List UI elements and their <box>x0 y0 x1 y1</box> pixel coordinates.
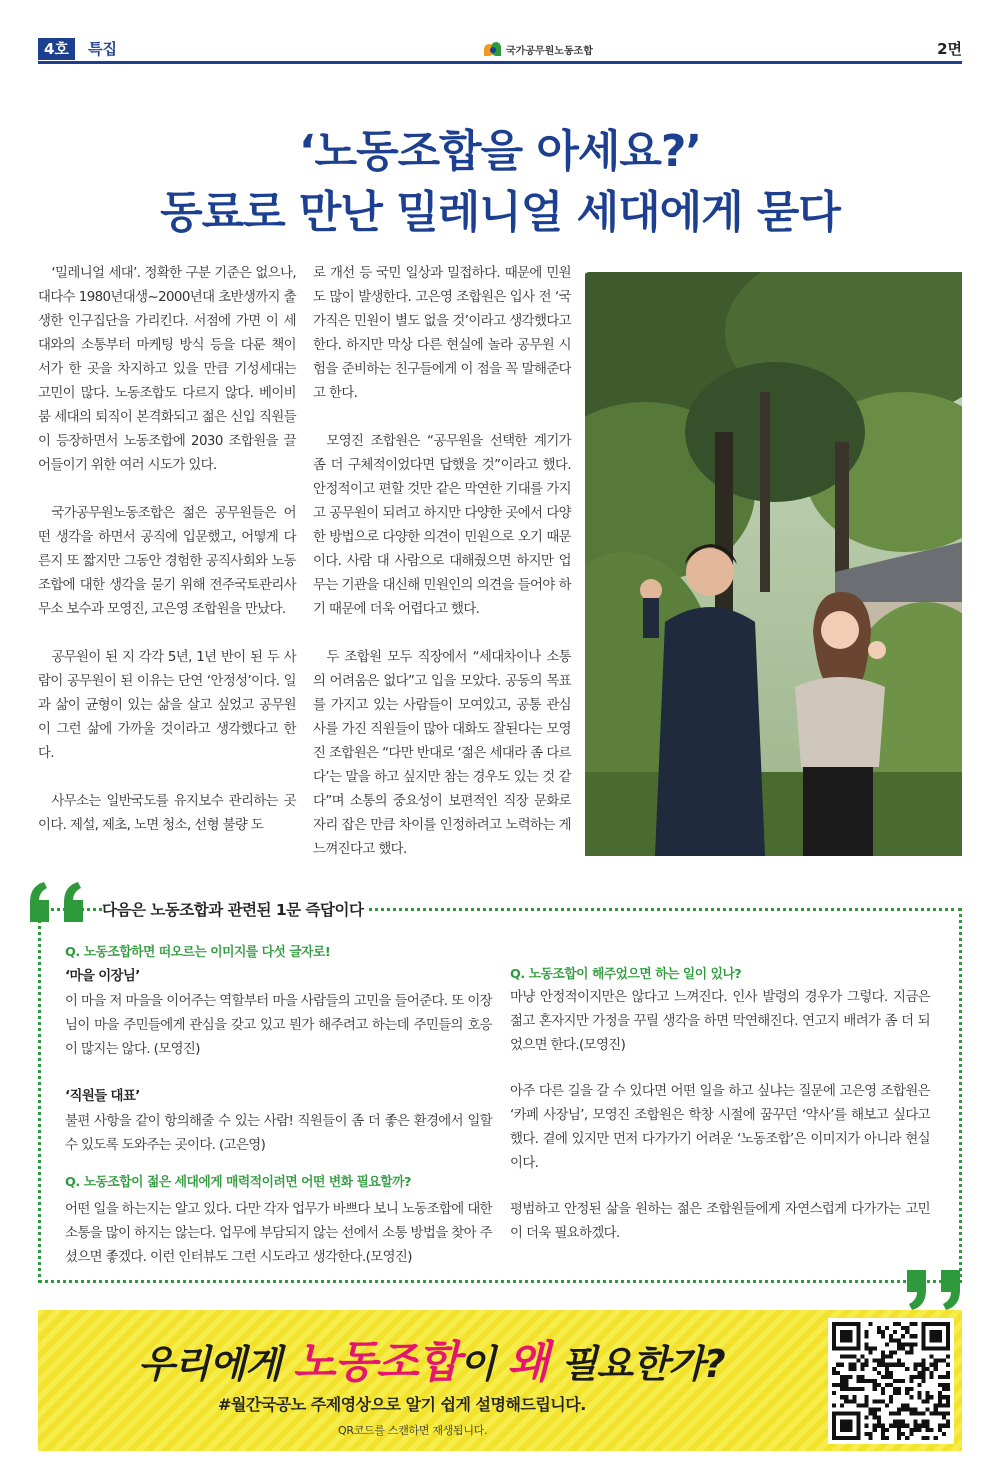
photo-illustration <box>585 272 962 856</box>
paragraph: 공무원이 된 지 각각 5년, 1년 반이 된 두 사람이 공무원이 된 이유는 단연 ‘안정성’이다. 일과 삶이 균형이 있는 삶을 살고 싶었고 공무원이 그런 삶에 가까울 것이라고 생각했다고 한다. <box>38 650 296 761</box>
brand-name: 국가공무원노동조합 <box>506 45 593 57</box>
banner-subtitle: #월간국공노 주제영상으로 알기 쉽게 설명해드립니다. <box>218 1395 586 1414</box>
issue-badge: 4호 <box>38 38 75 60</box>
qa-right-column <box>510 964 930 1246</box>
section-label: 특집 <box>88 40 117 58</box>
paragraph: 모영진 조합원은 “공무원을 선택한 계기가 좀 더 구체적이었다면 답했을 것”이라고 했다. 안정적이고 편할 것만 같은 막연한 기대를 가지고 공무원이 되려고 하지만 다양한 곳에서 다양한 방법으로 다양한 의견이 민원으로 오기 때문이다. 사람 대 사람으로 대해줬으면 하지만 업무는 기관을 대신해 민원인의 의견을 들어야 하기 때문에 더욱 어렵다고 했다. <box>313 434 571 617</box>
banner-headline-pre: 우리에게 <box>138 1342 294 1386</box>
article-column-1 <box>38 262 296 838</box>
paragraph: 국가공무원노동조합은 젊은 공무원들은 어떤 생각을 하면서 공직에 입문했고, 어떻게 다른지 또 짧지만 그동안 경험한 공직사회와 노동조합에 대한 생각을 묻기 위해 전주국토관리사무소 보수과 모영진, 고은영 조합원을 만났다. <box>38 506 296 617</box>
video-banner <box>38 1310 962 1451</box>
headline-line-2: 동료로 만난 밀레니얼 세대에게 묻다 <box>160 187 840 238</box>
interview-photo <box>585 272 962 856</box>
banner-note: QR코드를 스캔하면 재생됩니다. <box>338 1424 488 1437</box>
keyword-2: ‘직원들 대표’ <box>65 1089 140 1104</box>
banner-headline <box>138 1326 738 1390</box>
banner-headline-highlight-1: 노동조합 <box>293 1337 460 1388</box>
brand <box>484 40 593 58</box>
question-2: Q. 노동조합이 젊은 세대에게 매력적이려면 어떤 변화 필요할까? <box>65 1175 411 1190</box>
paragraph: ‘밀레니얼 세대’. 정확한 구분 기준은 없으나, 대다수 1980년대생~2000년대 초반생까지 출생한 인구집단을 가리킨다. 서점에 가면 이 세대와의 소통부터 마케팅 방식 등을 다룬 책이 서가 한 곳을 차지하고 있을 만큼 기성세대는 고민이 많다. 노동조합도 다르지 않다. 베이비붐 세대의 퇴직이 본격화되고 젊은 신입 직원들이 등장하면서 노동조합에 2030 조합원을 끌어들이기 위한 여러 시도가 있다. <box>38 266 296 473</box>
answer-3: 어떤 일을 하는지는 알고 있다. 다만 각자 업무가 바쁘다 보니 노동조합에 대한 소통을 많이 하지는 않는다. 업무에 부담되지 않는 선에서 소통 방법을 찾아 주셨으면 좋겠다. 이런 인터뷰도 그런 시도라고 생각한다.(모영진) <box>65 1202 492 1265</box>
answer-6: 평범하고 안정된 삶을 원하는 젊은 조합원들에게 자연스럽게 다가가는 고민이 더욱 필요하겠다. <box>510 1202 930 1241</box>
question-1: Q. 노동조합하면 떠오르는 이미지를 다섯 글자로! <box>65 945 331 960</box>
quick-answer-title: 다음은 노동조합과 관련된 1문 즉답이다 <box>102 898 369 920</box>
question-3: Q. 노동조합이 해주었으면 하는 일이 있나? <box>510 967 742 982</box>
paragraph: 사무소는 일반국도를 유지보수 관리하는 곳이다. 제설, 제초, 노면 청소, 선형 불량 도 <box>38 794 296 833</box>
qa-left-column <box>65 942 492 1270</box>
answer-2: 불편 사항을 같이 항의해줄 수 있는 사람! 직원들이 좀 더 좋은 환경에서 일할 수 있도록 도와주는 곳이다. (고은영) <box>65 1114 492 1153</box>
qr-code[interactable] <box>828 1318 954 1444</box>
banner-headline-highlight-2: 왜 <box>507 1337 549 1388</box>
keyword-1: ‘마을 이장님’ <box>65 969 140 984</box>
answer-5: 아주 다른 길을 갈 수 있다면 어떤 일을 하고 싶냐는 질문에 고은영 조합원은 ‘카페 사장님’, 모영진 조합원은 학창 시절에 꿈꾸던 ‘약사’를 해보고 싶다고 했다. 곁에 있지만 먼저 다가가기 어려운 ‘노동조합’은 이미지가 아니라 현실이다. <box>510 1084 930 1171</box>
qr-modules <box>832 1322 950 1440</box>
answer-4: 마냥 안정적이지만은 않다고 느껴진다. 인사 발령의 경우가 그렇다. 지금은 젊고 혼자지만 가정을 꾸릴 생각을 하면 막연해진다. 연고지 배려가 좀 더 되었으면 한다.(모영진) <box>510 990 930 1053</box>
quote-open-icon <box>26 880 96 926</box>
quote-close-icon <box>900 1266 970 1312</box>
paragraph: 로 개선 등 국민 일상과 밀접하다. 때문에 민원도 많이 발생한다. 고은영 조합원은 입사 전 ‘국가직은 민원이 별도 없을 것’이라고 생각했다고 한다. 하지만 막상 다른 현실에 놀라 공무원 시험을 준비하는 친구들에게 이 점을 꼭 말해준다고 한다. <box>313 266 571 401</box>
page-number: 2면 <box>937 40 962 58</box>
page-header <box>38 36 962 64</box>
banner-headline-mid: 이 <box>459 1342 508 1386</box>
banner-headline-post: 필요한가? <box>548 1342 725 1386</box>
answer-1: 이 마을 저 마을을 이어주는 역할부터 마을 사람들의 고민을 들어준다. 또 이장님이 마을 주민들에게 관심을 갖고 있고 뭔가 해주려고 하는데 주민들의 호응이 많지는 않다. (모영진) <box>65 994 492 1057</box>
qr-code-graphic <box>832 1322 950 1440</box>
article-column-2 <box>313 262 571 862</box>
paragraph: 두 조합원 모두 직장에서 “세대차이나 소통의 어려움은 없다”고 입을 모았다. 공동의 목표를 가지고 있는 사람들이 모여있고, 공통 관심사를 가진 직원들이 많아 대화도 잘된다는 모영진 조합원은 “다만 반대로 ‘젊은 세대라 좀 다르다’는 말을 하고 싶지만 참는 경우도 있는 것 같다”며 소통의 중요성이 보편적인 직장 문화로 자리 잡은 만큼 차이를 인정하려고 노력하는 게 느껴진다고 했다. <box>313 650 571 857</box>
headline-line-1: ‘노동조합을 아세요?’ <box>298 126 702 177</box>
union-logo-icon <box>484 40 502 58</box>
